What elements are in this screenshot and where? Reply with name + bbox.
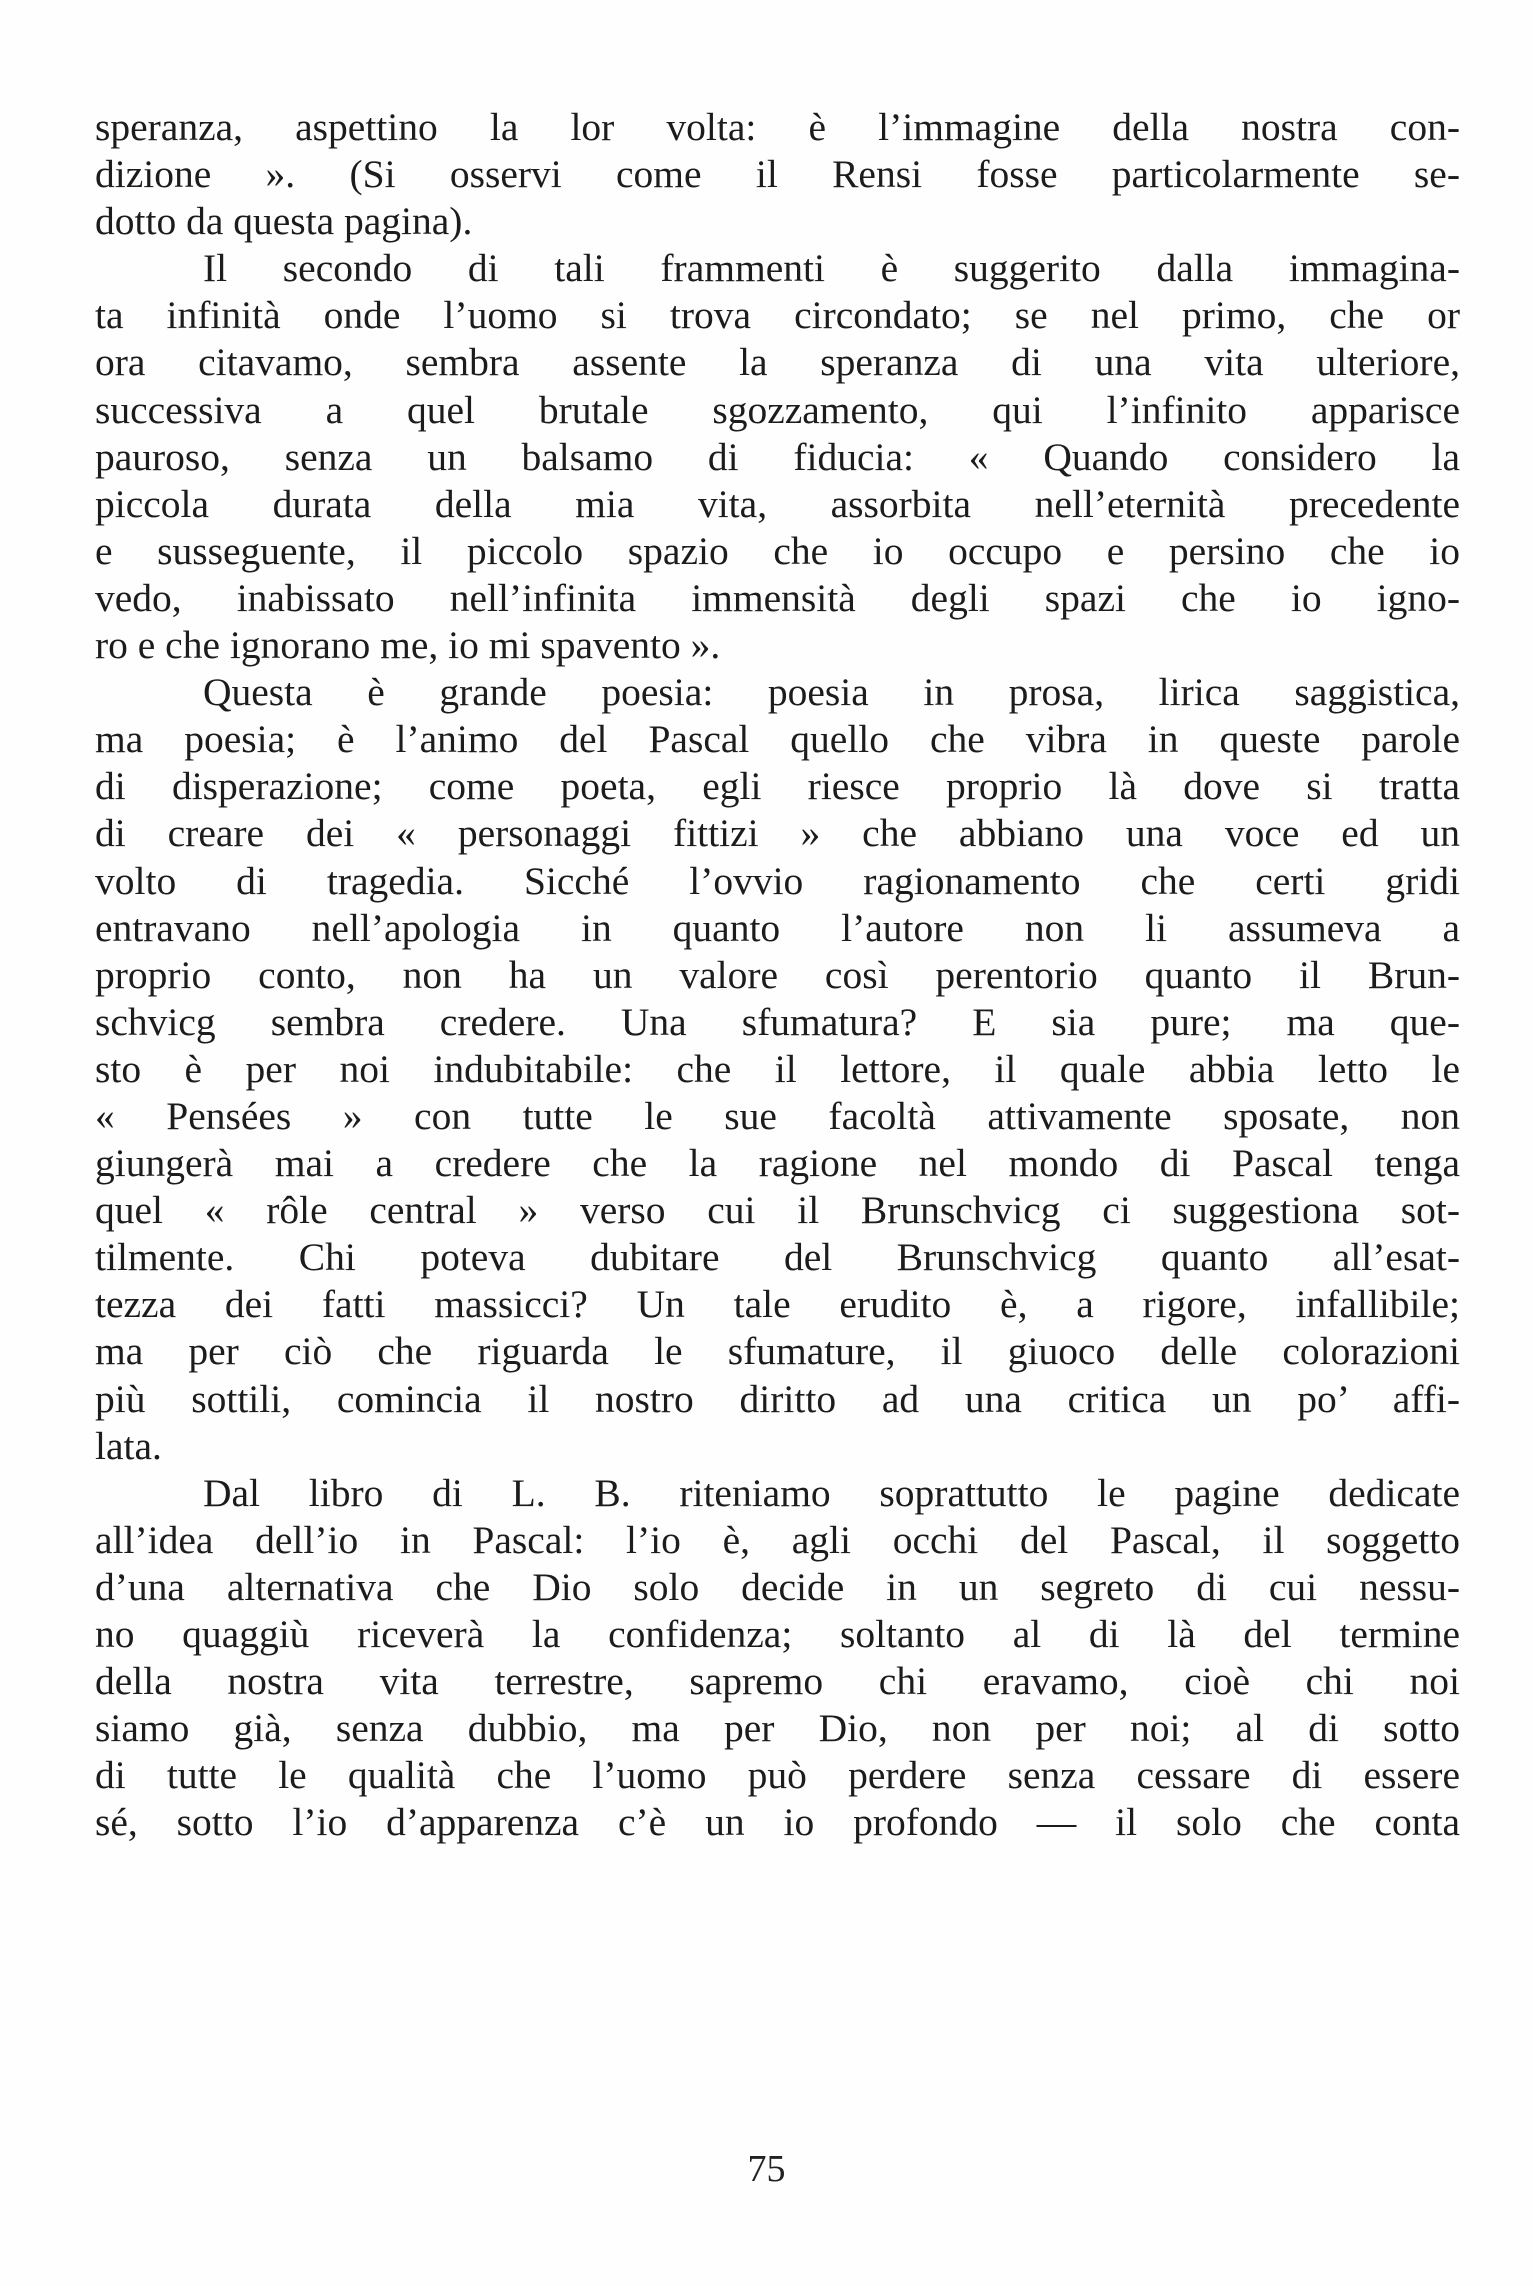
text-line: Il secondo di tali frammenti è suggerito dalla immagina-	[203, 246, 1460, 291]
text-line: ma poesia; è l’animo del Pascal quello che vibra in queste parole	[95, 717, 1460, 762]
text-line: dotto da questa pagina).	[95, 199, 473, 244]
text-line: lata.	[95, 1423, 162, 1468]
text-line: all’idea dell’io in Pascal: l’io è, agli occhi del Pascal, il soggetto	[95, 1517, 1460, 1562]
text-line: più sottili, comincia il nostro diritto ad una critica un po’ affi-	[95, 1376, 1460, 1421]
text-line: Questa è grande poesia: poesia in prosa, lirica saggistica,	[203, 670, 1460, 715]
text-line: schvicg sembra credere. Una sfumatura? E sia pure; ma que-	[95, 999, 1460, 1044]
body-text	[95, 104, 1460, 1846]
text-line: speranza, aspettino la lor volta: è l’immagine della nostra con-	[95, 105, 1460, 149]
text-line: ro e che ignorano me, io mi spavento ».	[95, 623, 721, 668]
text-line: e susseguente, il piccolo spazio che io occupo e persino che io	[95, 528, 1460, 573]
text-line: tezza dei fatti massicci? Un tale erudito è, a rigore, infallibile;	[95, 1282, 1460, 1327]
text-line: sto è per noi indubitabile: che il lettore, il quale abbia letto le	[95, 1046, 1460, 1091]
text-line: ta infinità onde l’uomo si trova circondato; se nel primo, che or	[95, 293, 1460, 338]
text-line: dizione ». (Si osservi come il Rensi fosse particolarmente se-	[95, 152, 1460, 197]
text-line: di creare dei « personaggi fittizi » che abbiano una voce ed un	[95, 811, 1460, 856]
text-line: no quaggiù riceverà la confidenza; soltanto al di là del termine	[95, 1612, 1460, 1656]
text-line: piccola durata della mia vita, assorbita nell’eternità precedente	[95, 481, 1460, 526]
page-number: 75	[747, 2148, 786, 2190]
text-line: vedo, inabissato nell’infinita immensità degli spazi che io igno-	[95, 575, 1460, 620]
text-line: « Pensées » con tutte le sue facoltà attivamente sposate, non	[95, 1093, 1460, 1138]
text-line: successiva a quel brutale sgozzamento, qui l’infinito apparisce	[95, 387, 1460, 432]
text-line: d’una alternativa che Dio solo decide in un segreto di cui nessu-	[95, 1564, 1460, 1609]
text-line: di tutte le qualità che l’uomo può perdere senza cessare di essere	[95, 1753, 1460, 1798]
text-line: Dal libro di L. B. riteniamo soprattutto le pagine dedicate	[203, 1470, 1460, 1515]
text-line: ma per ciò che riguarda le sfumature, il giuoco delle colorazioni	[95, 1329, 1460, 1374]
text-line: di disperazione; come poeta, egli riesce proprio là dove si tratta	[95, 764, 1460, 809]
text-line: giungerà mai a credere che la ragione nel mondo di Pascal tenga	[95, 1141, 1460, 1186]
text-line: ora citavamo, sembra assente la speranza di una vita ulteriore,	[95, 340, 1460, 385]
text-line: volto di tragedia. Sicché l’ovvio ragionamento che certi gridi	[95, 858, 1460, 903]
text-line: sé, sotto l’io d’apparenza c’è un io profondo — il solo che conta	[95, 1800, 1460, 1845]
text-line: pauroso, senza un balsamo di fiducia: « Quando considero la	[95, 434, 1460, 479]
text-line: quel « rôle central » verso cui il Brunschvicg ci suggestiona sot-	[95, 1188, 1460, 1233]
text-line: siamo già, senza dubbio, ma per Dio, non per noi; al di sotto	[95, 1706, 1460, 1751]
text-line: proprio conto, non ha un valore così perentorio quanto il Brun-	[95, 952, 1460, 997]
text-line: entravano nell’apologia in quanto l’autore non li assumeva a	[95, 905, 1460, 950]
text-line: tilmente. Chi poteva dubitare del Brunschvicg quanto all’esat-	[95, 1235, 1460, 1280]
text-line: della nostra vita terrestre, sapremo chi eravamo, cioè chi noi	[95, 1659, 1460, 1704]
